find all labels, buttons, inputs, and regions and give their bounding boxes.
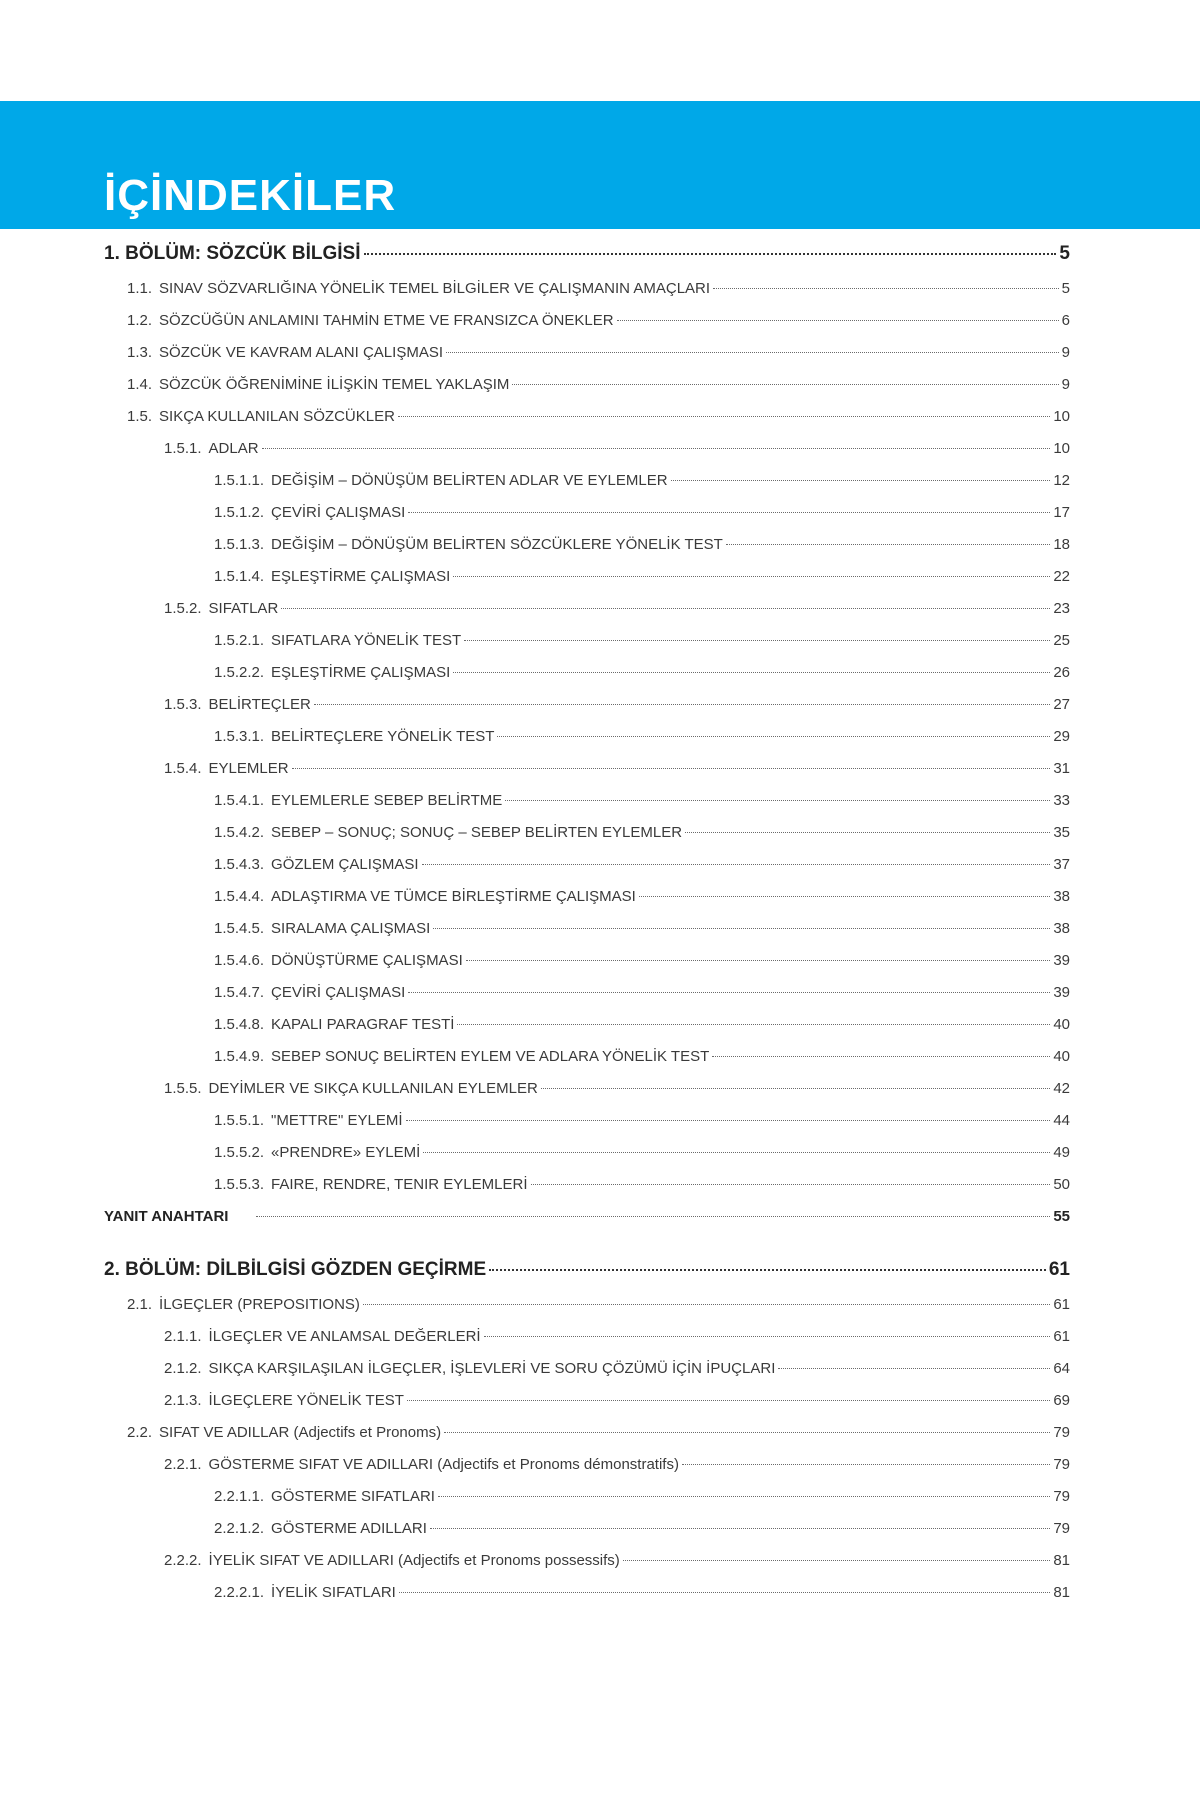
toc-entry-number: 1.5.5.1. (214, 1112, 265, 1129)
toc-entry (214, 1111, 1070, 1131)
toc-entry (214, 1583, 1070, 1603)
toc-entry (164, 1359, 1070, 1379)
toc-entry-page-number: 79 (1053, 1520, 1070, 1537)
dot-leader (457, 1024, 1050, 1025)
dot-leader (453, 672, 1050, 673)
toc-entry-page-number: 40 (1053, 1016, 1070, 1033)
dot-leader (446, 352, 1059, 353)
toc-entry-title: GÖZLEM ÇALIŞMASI (271, 856, 419, 873)
toc-answer-key-entry (104, 1207, 1070, 1227)
toc-entry (214, 791, 1070, 811)
toc-entry-number: 2.2.2. (164, 1552, 202, 1569)
toc-entry-page-number: 61 (1053, 1328, 1070, 1345)
dot-leader (489, 1269, 1046, 1271)
dot-leader (671, 480, 1051, 481)
toc-entry-page-number: 55 (1053, 1208, 1070, 1225)
toc-entry-page-number: 40 (1053, 1048, 1070, 1065)
toc-entry (214, 951, 1070, 971)
toc-entry-number: 1.5.1. (164, 440, 202, 457)
dot-leader (262, 448, 1051, 449)
toc-entry-title: «PRENDRE» EYLEMİ (271, 1144, 421, 1161)
toc-entry-title: SÖZCÜĞÜN ANLAMINI TAHMİN ETME VE FRANSIZCA ÖNEKLER (159, 312, 614, 329)
toc-entry-title: EŞLEŞTİRME ÇALIŞMASI (271, 664, 451, 681)
dot-leader (399, 1592, 1050, 1593)
toc-entry-page-number: 44 (1053, 1112, 1070, 1129)
toc-entry-page-number: 37 (1053, 856, 1070, 873)
toc-entry (214, 1143, 1070, 1163)
toc-entry-number: 1.5.3.1. (214, 728, 265, 745)
toc-entry-title: GÖSTERME ADILLARI (271, 1520, 427, 1537)
toc-entry-page-number: 23 (1053, 600, 1070, 617)
toc-entry-number: 2.2.1. (164, 1456, 202, 1473)
toc-entry (127, 375, 1070, 395)
toc-entry-number: 1.5.4.8. (214, 1016, 265, 1033)
dot-leader (256, 1216, 1050, 1217)
toc-entry-number: 1.5.4.9. (214, 1048, 265, 1065)
toc-entry-page-number: 64 (1053, 1360, 1070, 1377)
toc-entry-title: SEBEP SONUÇ BELİRTEN EYLEM VE ADLARA YÖNELİK TEST (271, 1048, 710, 1065)
toc-entry-page-number: 5 (1061, 280, 1070, 297)
dot-leader (422, 864, 1051, 865)
toc-entry-number: 1.5.4. (164, 760, 202, 777)
dot-leader (314, 704, 1051, 705)
toc-entry (164, 695, 1070, 715)
toc-entry (127, 343, 1070, 363)
toc-entry-page-number: 49 (1053, 1144, 1070, 1161)
dot-leader (685, 832, 1050, 833)
toc-entry-number: 1.5.4.1. (214, 792, 265, 809)
toc-entry-number: 1.5.2.1. (214, 632, 265, 649)
toc-entry-number: 1.5.4.3. (214, 856, 265, 873)
toc-entry-title: İLGEÇLER (PREPOSITIONS) (159, 1296, 360, 1313)
toc-entry-title: DEYİMLER VE SIKÇA KULLANILAN EYLEMLER (208, 1080, 538, 1097)
toc-entry-page-number: 39 (1053, 984, 1070, 1001)
toc-entry-page-number: 12 (1053, 472, 1070, 489)
toc-entry-page-number: 38 (1053, 888, 1070, 905)
dot-leader (407, 1400, 1050, 1401)
toc-entry-page-number: 39 (1053, 952, 1070, 969)
toc-entry-page-number: 6 (1061, 312, 1070, 329)
toc-entry-page-number: 17 (1053, 504, 1070, 521)
toc-entry (214, 855, 1070, 875)
dot-leader (292, 768, 1051, 769)
toc-entry-title: SIFATLARA YÖNELİK TEST (271, 632, 462, 649)
toc-entry-title: GÖSTERME SIFATLARI (271, 1488, 435, 1505)
dot-leader (713, 288, 1059, 289)
dot-leader (484, 1336, 1051, 1337)
dot-leader (430, 1528, 1050, 1529)
toc-entry-number: 2.1. (127, 1296, 153, 1313)
toc-entry-title: SIKÇA KARŞILAŞILAN İLGEÇLER, İŞLEVLERİ VE SORU ÇÖZÜMÜ İÇİN İPUÇLARI (208, 1360, 776, 1377)
toc-entry-title: 1. BÖLÜM: SÖZCÜK BİLGİSİ (104, 243, 361, 264)
toc-entry (214, 1047, 1070, 1067)
dot-leader (444, 1432, 1050, 1433)
toc-entry-title: EŞLEŞTİRME ÇALIŞMASI (271, 568, 451, 585)
toc-entry-title: SEBEP – SONUÇ; SONUÇ – SEBEP BELİRTEN EYLEMLER (271, 824, 683, 841)
toc-entry (214, 887, 1070, 907)
toc-entry-title: İYELİK SIFAT VE ADILLARI (Adjectifs et Pronoms possessifs) (208, 1552, 620, 1569)
dot-leader (623, 1560, 1051, 1561)
toc-entry-number: 1.5.1.3. (214, 536, 265, 553)
toc-entry-title: KAPALI PARAGRAF TESTİ (271, 1016, 455, 1033)
toc-entry-number: 1.2. (127, 312, 153, 329)
toc-entry-page-number: 79 (1053, 1424, 1070, 1441)
toc-entry-title: SIRALAMA ÇALIŞMASI (271, 920, 431, 937)
toc-entry-number: 1.5.5. (164, 1080, 202, 1097)
toc-entry (164, 1079, 1070, 1099)
toc-entry (214, 663, 1070, 683)
toc-entry-title: ÇEVİRİ ÇALIŞMASI (271, 984, 406, 1001)
dot-leader (363, 1304, 1050, 1305)
toc-entry-title: DÖNÜŞTÜRME ÇALIŞMASI (271, 952, 463, 969)
toc-entry (214, 983, 1070, 1003)
toc-entry-page-number: 5 (1059, 243, 1070, 264)
toc-entry-page-number: 22 (1053, 568, 1070, 585)
dot-leader (466, 960, 1051, 961)
toc-entry-title: SIFATLAR (208, 600, 279, 617)
toc-entry-number: 1.5. (127, 408, 153, 425)
dot-leader (453, 576, 1050, 577)
toc-entry (214, 503, 1070, 523)
toc-entry-page-number: 29 (1053, 728, 1070, 745)
toc-entry (127, 311, 1070, 331)
toc-entry-title: FAIRE, RENDRE, TENIR EYLEMLERİ (271, 1176, 528, 1193)
dot-leader (712, 1056, 1050, 1057)
toc-entry-number: 1.1. (127, 280, 153, 297)
toc-entry-title: SÖZCÜK ÖĞRENİMİNE İLİŞKİN TEMEL YAKLAŞIM (159, 376, 510, 393)
toc-entry-title: BELİRTEÇLERE YÖNELİK TEST (271, 728, 495, 745)
dot-leader (364, 253, 1057, 255)
toc-entry (164, 439, 1070, 459)
toc-entry-title: SIKÇA KULLANILAN SÖZCÜKLER (159, 408, 395, 425)
dot-leader (617, 320, 1059, 321)
toc-entry-page-number: 31 (1053, 760, 1070, 777)
toc-entry-title: EYLEMLERLE SEBEP BELİRTME (271, 792, 503, 809)
toc-entry-page-number: 10 (1053, 408, 1070, 425)
toc-entry-title: 2. BÖLÜM: DİLBİLGİSİ GÖZDEN GEÇİRME (104, 1259, 487, 1280)
toc-entry-number: 1.5.1.2. (214, 504, 265, 521)
toc-entry (127, 407, 1070, 427)
dot-leader (726, 544, 1050, 545)
dot-leader (531, 1184, 1051, 1185)
toc-entry (127, 1295, 1070, 1315)
toc-entry-title: EYLEMLER (208, 760, 289, 777)
toc-entry-number: 2.1.3. (164, 1392, 202, 1409)
toc-entry-number: 2.1.2. (164, 1360, 202, 1377)
toc-entry-title: DEĞİŞİM – DÖNÜŞÜM BELİRTEN ADLAR VE EYLEMLER (271, 472, 668, 489)
toc-entry-page-number: 61 (1048, 1259, 1070, 1280)
dot-leader (438, 1496, 1050, 1497)
toc-entry-page-number: 61 (1053, 1296, 1070, 1313)
toc-entry-title: SINAV SÖZVARLIĞINA YÖNELİK TEMEL BİLGİLER VE ÇALIŞMANIN AMAÇLARI (159, 280, 711, 297)
dot-leader (398, 416, 1050, 417)
dot-leader (464, 640, 1050, 641)
dot-leader (433, 928, 1050, 929)
toc-entry (214, 1487, 1070, 1507)
toc-entry (127, 1423, 1070, 1443)
toc-entry (214, 567, 1070, 587)
toc-entry-number: 1.5.4.2. (214, 824, 265, 841)
toc-entry-page-number: 10 (1053, 440, 1070, 457)
toc-entry-page-number: 26 (1053, 664, 1070, 681)
toc-entry-title: İLGEÇLERE YÖNELİK TEST (208, 1392, 404, 1409)
toc-entry-title: ADLAR (208, 440, 259, 457)
toc-entry (127, 279, 1070, 299)
toc-entry (214, 1519, 1070, 1539)
toc-entry-number: 1.5.1.1. (214, 472, 265, 489)
toc-entry-title: BELİRTEÇLER (208, 696, 311, 713)
dot-leader (682, 1464, 1050, 1465)
toc-entry-title: "METTRE" EYLEMİ (271, 1112, 403, 1129)
toc-entry-number: 1.5.2.2. (214, 664, 265, 681)
toc-entry (164, 759, 1070, 779)
toc-entry (214, 1015, 1070, 1035)
dot-leader (505, 800, 1050, 801)
toc-entry-page-number: 9 (1061, 344, 1070, 361)
dot-leader (406, 1120, 1051, 1121)
toc-entry-page-number: 25 (1053, 632, 1070, 649)
toc-entry-title: GÖSTERME SIFAT VE ADILLARI (Adjectifs et Pronoms démonstratifs) (208, 1456, 679, 1473)
toc-entry-page-number: 18 (1053, 536, 1070, 553)
toc-chapter-entry (104, 244, 1070, 264)
toc-entry (164, 1551, 1070, 1571)
toc-entry-number: 1.5.4.5. (214, 920, 265, 937)
toc-entry-title: İLGEÇLER VE ANLAMSAL DEĞERLERİ (208, 1328, 481, 1345)
dot-leader (497, 736, 1050, 737)
dot-leader (512, 384, 1058, 385)
dot-leader (408, 512, 1050, 513)
dot-leader (639, 896, 1050, 897)
toc-entry-number: 1.5.5.2. (214, 1144, 265, 1161)
toc-entry-page-number: 79 (1053, 1488, 1070, 1505)
toc-entry-number: 1.5.4.4. (214, 888, 265, 905)
toc-entry (214, 1175, 1070, 1195)
toc-entry (214, 823, 1070, 843)
toc-entry-page-number: 79 (1053, 1456, 1070, 1473)
dot-leader (281, 608, 1050, 609)
toc-entry-number: 1.5.3. (164, 696, 202, 713)
toc-entry-title: ÇEVİRİ ÇALIŞMASI (271, 504, 406, 521)
toc-chapter-entry (104, 1260, 1070, 1280)
toc-entry (214, 631, 1070, 651)
toc-entry-number: 2.2. (127, 1424, 153, 1441)
toc-entry-number: 1.5.2. (164, 600, 202, 617)
toc-entry (214, 919, 1070, 939)
toc-entry-number: 1.5.1.4. (214, 568, 265, 585)
toc-entry-page-number: 81 (1053, 1584, 1070, 1601)
toc-entry-number: 2.2.1.2. (214, 1520, 265, 1537)
toc-entry-number: 2.1.1. (164, 1328, 202, 1345)
toc-entry-page-number: 81 (1053, 1552, 1070, 1569)
toc-entry-title: DEĞİŞİM – DÖNÜŞÜM BELİRTEN SÖZCÜKLERE YÖNELİK TEST (271, 536, 723, 553)
toc-entry-number: 1.5.4.7. (214, 984, 265, 1001)
toc-entry-title: İYELİK SIFATLARI (271, 1584, 396, 1601)
page-title: İÇİNDEKİLER (104, 171, 397, 220)
toc-entry-page-number: 9 (1061, 376, 1070, 393)
toc-entry-title: SÖZCÜK VE KAVRAM ALANI ÇALIŞMASI (159, 344, 443, 361)
toc-entry-number: 1.5.5.3. (214, 1176, 265, 1193)
toc-entry-page-number: 42 (1053, 1080, 1070, 1097)
toc-entry-title: SIFAT VE ADILLAR (Adjectifs et Pronoms) (159, 1424, 442, 1441)
toc-entry-number: 2.2.1.1. (214, 1488, 265, 1505)
toc-entry-number: 1.5.4.6. (214, 952, 265, 969)
toc-entry-page-number: 50 (1053, 1176, 1070, 1193)
toc-entry-page-number: 35 (1053, 824, 1070, 841)
toc-entry-page-number: 27 (1053, 696, 1070, 713)
toc-entry-title: YANIT ANAHTARI (104, 1208, 229, 1225)
toc-entry-number: 1.3. (127, 344, 153, 361)
toc-entry (164, 599, 1070, 619)
toc-entry-number: 1.4. (127, 376, 153, 393)
toc-entry (214, 471, 1070, 491)
toc-entry-page-number: 38 (1053, 920, 1070, 937)
toc-entry-page-number: 69 (1053, 1392, 1070, 1409)
toc-entry-page-number: 33 (1053, 792, 1070, 809)
toc-entry (164, 1391, 1070, 1411)
dot-leader (778, 1368, 1050, 1369)
toc-entry-title: ADLAŞTIRMA VE TÜMCE BİRLEŞTİRME ÇALIŞMASI (271, 888, 636, 905)
dot-leader (541, 1088, 1050, 1089)
dot-leader (423, 1152, 1050, 1153)
toc-entry (214, 727, 1070, 747)
dot-leader (408, 992, 1050, 993)
toc-entry (164, 1327, 1070, 1347)
toc-entry (164, 1455, 1070, 1475)
toc-entry (214, 535, 1070, 555)
toc-entry-number: 2.2.2.1. (214, 1584, 265, 1601)
